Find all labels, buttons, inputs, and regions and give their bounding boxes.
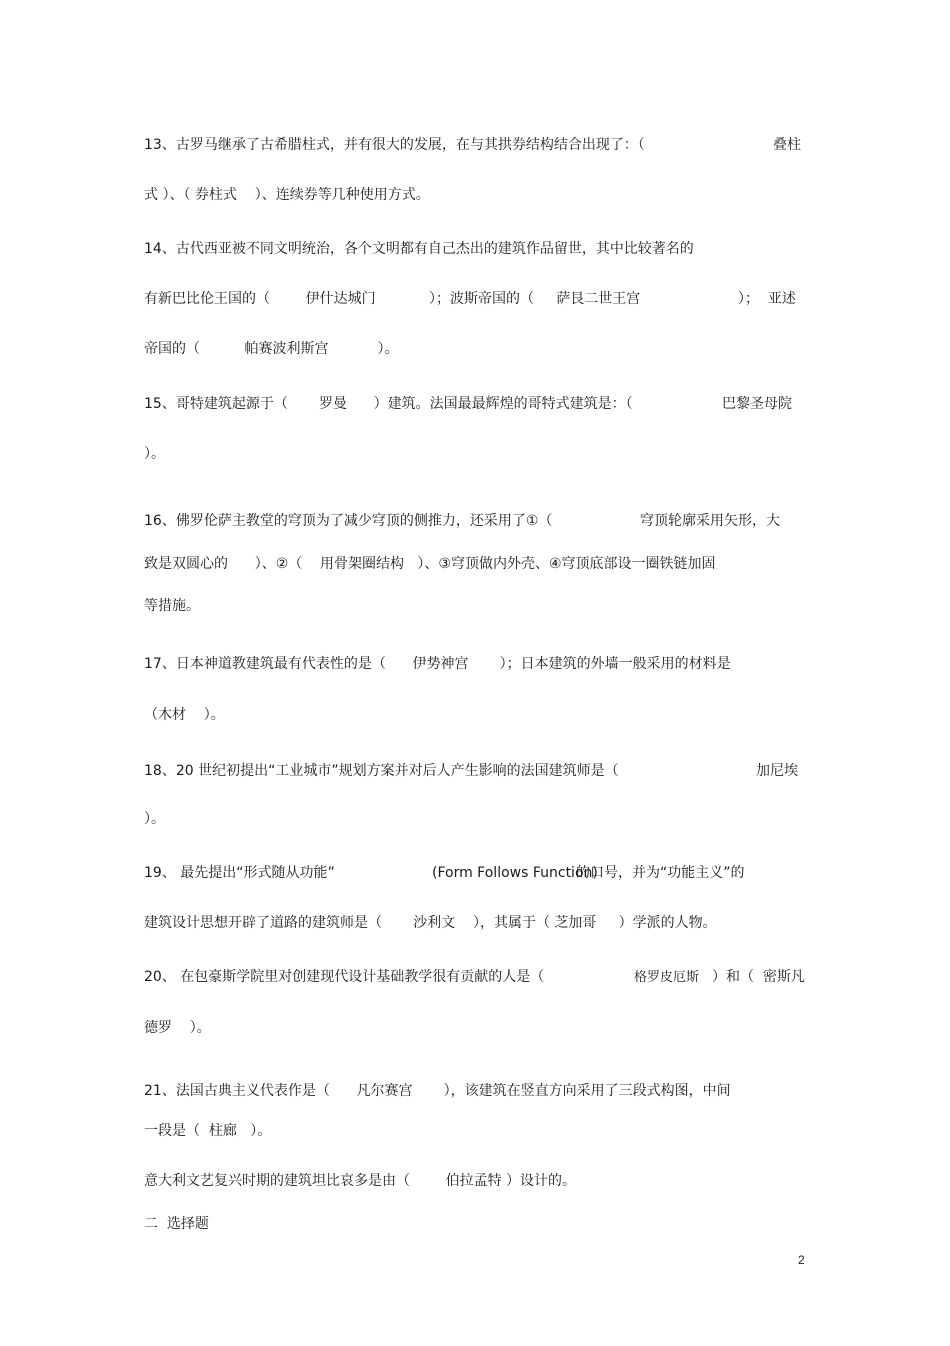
q14-line2: 有新巴比伦王国的（ 伊什达城门 ）；波斯帝国的（ 萨艮二世王宫	[144, 291, 641, 307]
q13-answer1: 叠柱	[773, 137, 801, 153]
q20-line1-end: ）和（ 密斯凡	[712, 969, 805, 985]
q18-line1: 18、20 世纪初提出“工业城市”规划方案并对后人产生影响的法国建筑师是（	[144, 763, 619, 779]
q14-line1: 14、古代西亚被不同文明统治，各个文明都有自己杰出的建筑作品留世，其中比较著名的	[144, 241, 694, 257]
q14-line2-end: ）； 亚述	[738, 291, 796, 307]
q19-english-phrase: (Form Follows Function)	[432, 865, 598, 881]
section-heading: 二 选择题	[144, 1216, 209, 1232]
q13-line2: 式 ）、（ 券柱式 ）、连续券等几种使用方式。	[144, 187, 430, 203]
q16-line1: 16、佛罗伦萨主教堂的穹顶为了减少穹顶的侧推力，还采用了①（	[144, 513, 553, 529]
q17-line1: 17、日本神道教建筑最有代表性的是（ 伊势神宫 ）；日本建筑的外墙一般采用的材料是	[144, 656, 731, 672]
q16-line1-end: 穹顶轮廓采用矢形，大	[640, 513, 780, 529]
q15-line1: 15、哥特建筑起源于（ 罗曼 ）建筑。法国最最辉煌的哥特式建筑是：（	[144, 396, 633, 412]
q16-line2: 致是双圆心的 ）、②（ 用骨架圈结构 ）、③穹顶做内外壳、④穹顶底部设一圈铁链加固	[144, 556, 716, 572]
q18-line2: ）。	[144, 811, 165, 827]
q19-line2: 建筑设计思想开辟了道路的建筑师是（ 沙利文 ），其属于（ 芝加哥 ）学派的人物。	[144, 915, 717, 931]
page-number: 2	[798, 1253, 805, 1267]
q21-line2: 一段是（ 柱廊 ）。	[144, 1123, 272, 1139]
q20-line1: 20、 在包豪斯学院里对创建现代设计基础教学很有贡献的人是（	[144, 969, 545, 985]
q16-line3: 等措施。	[144, 598, 200, 614]
q20-line2: 德罗 ）。	[144, 1020, 211, 1036]
q14-line3: 帝国的（ 帕赛波利斯宫 ）。	[144, 341, 399, 357]
q15-answer: 巴黎圣母院	[722, 396, 792, 412]
q20-answer1: 格罗皮厄斯	[634, 970, 700, 985]
q19-line1: 19、 最先提出“形式随从功能”	[144, 865, 335, 881]
q13-line1: 13、古罗马继承了古希腊柱式，并有很大的发展，在与其拱券结构结合出现了：（	[144, 137, 645, 153]
q18-answer: 加尼埃	[756, 763, 798, 779]
q22-line: 意大利文艺复兴时期的建筑坦比哀多是由（ 伯拉孟特 ）设计的。	[144, 1173, 577, 1189]
q15-line2: ）。	[144, 446, 165, 462]
q21-line1: 21、法国古典主义代表作是（ 凡尔赛宫 ），该建筑在竖直方向采用了三段式构图，中间	[144, 1083, 731, 1099]
q17-line2: （木材 ）。	[144, 707, 225, 723]
q19-line1-end: 的口号，并为“功能主义”的	[576, 865, 745, 881]
